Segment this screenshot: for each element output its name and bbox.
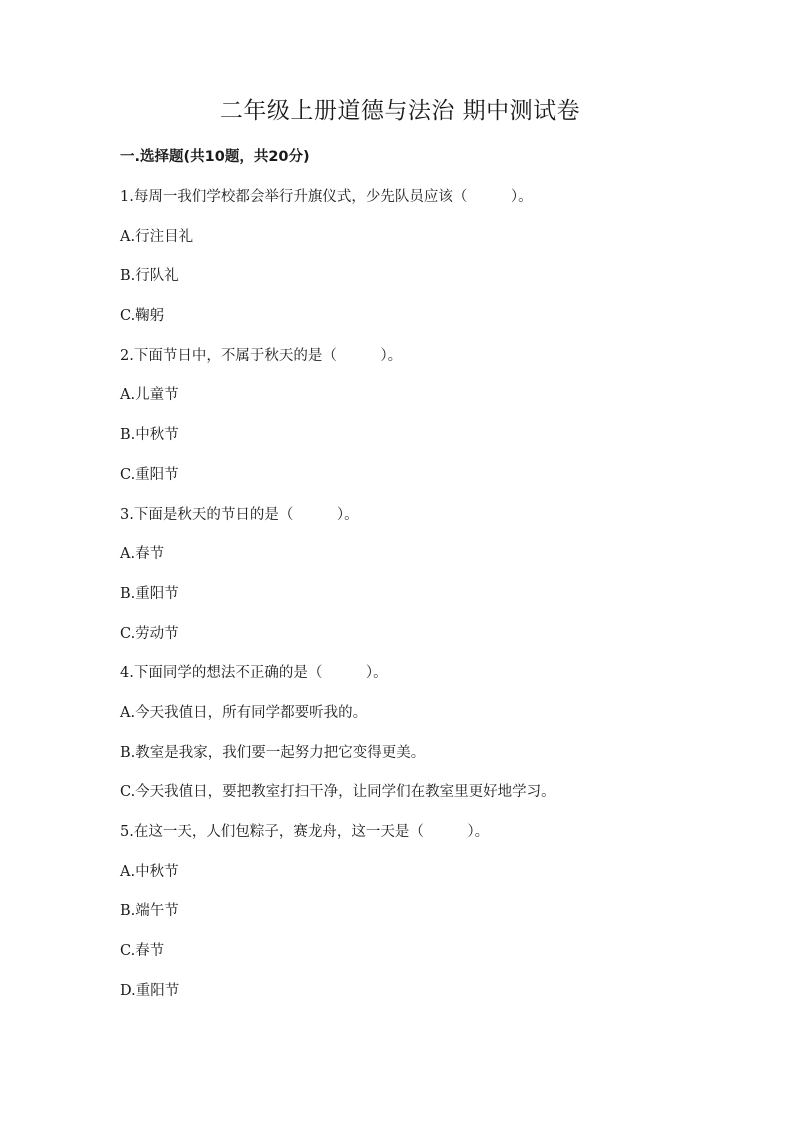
option-a: A.今天我值日，所有同学都要听我的。	[120, 704, 368, 721]
question-stem: 4.下面同学的想法不正确的是（ ）。	[120, 665, 388, 682]
page-title: 二年级上册道德与法治 期中测试卷	[219, 98, 581, 124]
option-c: C.劳动节	[120, 625, 179, 642]
question-stem: 2.下面节日中，不属于秋天的是（ ）。	[120, 347, 403, 364]
question-4	[120, 660, 760, 819]
option-b: B.行队礼	[120, 268, 179, 285]
option-c: C.今天我值日，要把教室打扫干净，让同学们在教室里更好地学习。	[120, 784, 556, 801]
question-1	[120, 184, 760, 343]
option-b: B.重阳节	[120, 585, 179, 602]
option-a: A.行注目礼	[120, 228, 194, 245]
option-b: B.教室是我家，我们要一起努力把它变得更美。	[120, 744, 426, 761]
question-stem: 5.在这一天，人们包粽子，赛龙舟，这一天是（ ）。	[120, 824, 490, 840]
option-b: B.中秋节	[120, 427, 179, 444]
option-c: C.春节	[120, 943, 165, 960]
option-a: A.儿童节	[120, 387, 179, 404]
option-c: C.鞠躬	[120, 308, 165, 325]
option-c: C.重阳节	[120, 466, 179, 483]
option-d: D.重阳节	[120, 982, 180, 999]
question-stem: 1.每周一我们学校都会举行升旗仪式，少先队员应该（ ）。	[120, 189, 533, 205]
section-heading: 一.选择题(共10题，共20分)	[120, 149, 310, 165]
question-stem: 3.下面是秋天的节日的是（ ）。	[120, 506, 359, 523]
option-a: A.中秋节	[120, 863, 179, 880]
question-5	[120, 819, 760, 1017]
option-a: A.春节	[120, 546, 165, 563]
question-2	[120, 343, 760, 502]
question-section	[120, 144, 760, 1017]
option-b: B.端午节	[120, 903, 179, 920]
question-3	[120, 502, 760, 661]
